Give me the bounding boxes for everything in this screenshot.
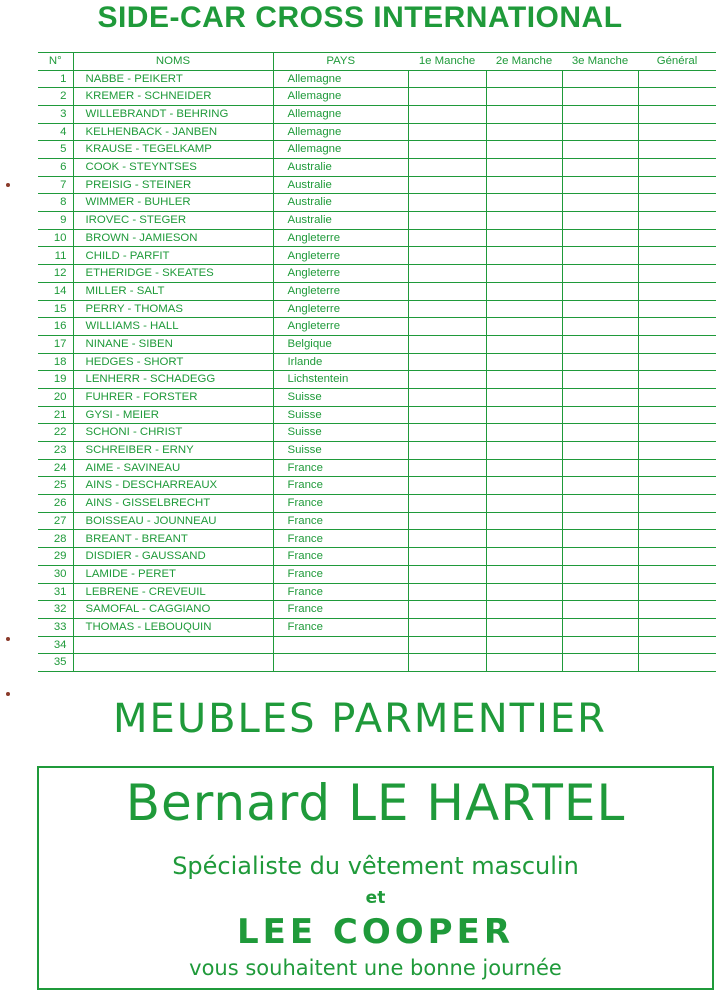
row-overall-cell [638, 512, 716, 530]
advertisement-box [37, 766, 714, 990]
row-run1-cell [408, 247, 486, 265]
row-run3-cell [562, 601, 638, 619]
row-names: PERRY - THOMAS [73, 300, 273, 318]
row-run3-cell [562, 194, 638, 212]
row-run3-cell [562, 512, 638, 530]
row-names: COOK - STEYNTSES [73, 159, 273, 177]
row-names: SCHONI - CHRIST [73, 424, 273, 442]
row-names: AINS - GISSELBRECHT [73, 495, 273, 513]
row-run2-cell [486, 353, 562, 371]
row-run3-cell [562, 495, 638, 513]
table-row [38, 654, 716, 672]
row-number: 11 [38, 247, 73, 265]
row-run1-cell [408, 300, 486, 318]
row-run2-cell [486, 618, 562, 636]
table-row [38, 335, 716, 353]
row-run1-cell [408, 618, 486, 636]
row-names: PREISIG - STEINER [73, 176, 273, 194]
table-row [38, 141, 716, 159]
punch-hole-mark [6, 637, 10, 641]
row-number: 1 [38, 70, 73, 88]
row-overall-cell [638, 618, 716, 636]
row-names: NINANE - SIBEN [73, 335, 273, 353]
row-country: Allemagne [273, 70, 408, 88]
row-number: 20 [38, 388, 73, 406]
row-run1-cell [408, 512, 486, 530]
row-run1-cell [408, 88, 486, 106]
row-overall-cell [638, 477, 716, 495]
row-run1-cell [408, 565, 486, 583]
row-run1-cell [408, 495, 486, 513]
row-country: Belgique [273, 335, 408, 353]
row-run1-cell [408, 601, 486, 619]
row-country: France [273, 601, 408, 619]
row-run3-cell [562, 159, 638, 177]
row-run2-cell [486, 70, 562, 88]
row-number: 34 [38, 636, 73, 654]
row-run3-cell [562, 318, 638, 336]
row-names: LENHERR - SCHADEGG [73, 371, 273, 389]
row-overall-cell [638, 371, 716, 389]
row-overall-cell [638, 176, 716, 194]
row-run3-cell [562, 123, 638, 141]
row-overall-cell [638, 123, 716, 141]
page-title: SIDE-CAR CROSS INTERNATIONAL [97, 1, 623, 34]
row-names: ETHERIDGE - SKEATES [73, 265, 273, 283]
row-run1-cell [408, 176, 486, 194]
row-number: 32 [38, 601, 73, 619]
table-row [38, 105, 716, 123]
row-run2-cell [486, 371, 562, 389]
row-names: GYSI - MEIER [73, 406, 273, 424]
row-run3-cell [562, 229, 638, 247]
row-overall-cell [638, 636, 716, 654]
row-overall-cell [638, 442, 716, 460]
brand-name: LEE COOPER [236, 912, 515, 952]
row-country: Suisse [273, 406, 408, 424]
table-row [38, 424, 716, 442]
row-overall-cell [638, 335, 716, 353]
row-country [273, 636, 408, 654]
row-overall-cell [638, 212, 716, 230]
row-names: BREANT - BREANT [73, 530, 273, 548]
row-run1-cell [408, 459, 486, 477]
row-run1-cell [408, 654, 486, 672]
row-run3-cell [562, 212, 638, 230]
row-run3-cell [562, 548, 638, 566]
header-run1: 1e Manche [408, 53, 486, 71]
row-number: 25 [38, 477, 73, 495]
row-run3-cell [562, 105, 638, 123]
row-run3-cell [562, 477, 638, 495]
row-overall-cell [638, 583, 716, 601]
row-names: SCHREIBER - ERNY [73, 442, 273, 460]
table-row [38, 353, 716, 371]
row-names: LAMIDE - PERET [73, 565, 273, 583]
row-run2-cell [486, 247, 562, 265]
row-country: France [273, 512, 408, 530]
row-names: SAMOFAL - CAGGIANO [73, 601, 273, 619]
row-run2-cell [486, 477, 562, 495]
row-number: 35 [38, 654, 73, 672]
row-run3-cell [562, 618, 638, 636]
row-country: Angleterre [273, 265, 408, 283]
header-names: NOMS [73, 53, 273, 71]
row-country: Suisse [273, 388, 408, 406]
row-names: WIMMER - BUHLER [73, 194, 273, 212]
row-country: Suisse [273, 424, 408, 442]
row-run3-cell [562, 247, 638, 265]
row-run3-cell [562, 70, 638, 88]
row-run1-cell [408, 388, 486, 406]
row-number: 31 [38, 583, 73, 601]
row-country: Australie [273, 212, 408, 230]
row-run3-cell [562, 459, 638, 477]
row-run1-cell [408, 212, 486, 230]
row-country: Allemagne [273, 105, 408, 123]
row-overall-cell [638, 424, 716, 442]
row-overall-cell [638, 194, 716, 212]
row-run1-cell [408, 194, 486, 212]
row-run2-cell [486, 212, 562, 230]
punch-hole-mark [6, 692, 10, 696]
row-country: Angleterre [273, 300, 408, 318]
row-run2-cell [486, 123, 562, 141]
row-overall-cell [638, 601, 716, 619]
row-number: 28 [38, 530, 73, 548]
row-run2-cell [486, 88, 562, 106]
row-number: 30 [38, 565, 73, 583]
row-run2-cell [486, 442, 562, 460]
row-run2-cell [486, 300, 562, 318]
row-run3-cell [562, 353, 638, 371]
row-number: 3 [38, 105, 73, 123]
row-names: KRAUSE - TEGELKAMP [73, 141, 273, 159]
row-overall-cell [638, 282, 716, 300]
row-number: 24 [38, 459, 73, 477]
table-row [38, 618, 716, 636]
row-run3-cell [562, 654, 638, 672]
row-run2-cell [486, 565, 562, 583]
row-number: 15 [38, 300, 73, 318]
row-run1-cell [408, 123, 486, 141]
row-number: 9 [38, 212, 73, 230]
row-run3-cell [562, 636, 638, 654]
table-row [38, 247, 716, 265]
row-number: 21 [38, 406, 73, 424]
row-run1-cell [408, 424, 486, 442]
row-run2-cell [486, 141, 562, 159]
row-run2-cell [486, 335, 562, 353]
table-row [38, 212, 716, 230]
row-run1-cell [408, 477, 486, 495]
row-overall-cell [638, 141, 716, 159]
results-table [38, 52, 716, 672]
row-country: Australie [273, 159, 408, 177]
row-country: France [273, 530, 408, 548]
table-row [38, 459, 716, 477]
row-run1-cell [408, 442, 486, 460]
table-row [38, 282, 716, 300]
row-number: 2 [38, 88, 73, 106]
row-run3-cell [562, 442, 638, 460]
row-overall-cell [638, 247, 716, 265]
table-row [38, 229, 716, 247]
row-names [73, 654, 273, 672]
row-number: 6 [38, 159, 73, 177]
row-names: AINS - DESCHARREAUX [73, 477, 273, 495]
table-row [38, 442, 716, 460]
row-country: France [273, 495, 408, 513]
row-country: Australie [273, 194, 408, 212]
row-country [273, 654, 408, 672]
row-overall-cell [638, 105, 716, 123]
header-num: N° [38, 53, 73, 71]
table-row [38, 583, 716, 601]
row-run3-cell [562, 176, 638, 194]
row-run2-cell [486, 176, 562, 194]
row-run2-cell [486, 601, 562, 619]
row-overall-cell [638, 548, 716, 566]
row-run2-cell [486, 654, 562, 672]
row-run3-cell [562, 388, 638, 406]
row-names: KREMER - SCHNEIDER [73, 88, 273, 106]
row-names: IROVEC - STEGER [73, 212, 273, 230]
row-run1-cell [408, 229, 486, 247]
row-run2-cell [486, 282, 562, 300]
row-run3-cell [562, 406, 638, 424]
row-run1-cell [408, 105, 486, 123]
row-names: WILLIAMS - HALL [73, 318, 273, 336]
row-country: France [273, 459, 408, 477]
row-country: Angleterre [273, 282, 408, 300]
row-run1-cell [408, 282, 486, 300]
row-run3-cell [562, 424, 638, 442]
row-overall-cell [638, 459, 716, 477]
table-row [38, 194, 716, 212]
row-number: 22 [38, 424, 73, 442]
row-number: 4 [38, 123, 73, 141]
table-row [38, 601, 716, 619]
header-run2: 2e Manche [486, 53, 562, 71]
table-row [38, 512, 716, 530]
row-overall-cell [638, 159, 716, 177]
row-country: France [273, 565, 408, 583]
row-country: Australie [273, 176, 408, 194]
row-run2-cell [486, 406, 562, 424]
table-row [38, 477, 716, 495]
table-row [38, 406, 716, 424]
table-row [38, 176, 716, 194]
row-run1-cell [408, 636, 486, 654]
row-overall-cell [638, 654, 716, 672]
row-run1-cell [408, 583, 486, 601]
row-run1-cell [408, 548, 486, 566]
row-names: LEBRENE - CREVEUIL [73, 583, 273, 601]
row-country: France [273, 477, 408, 495]
row-number: 10 [38, 229, 73, 247]
row-run2-cell [486, 583, 562, 601]
greeting-line: vous souhaitent une bonne journée [189, 956, 562, 980]
row-overall-cell [638, 530, 716, 548]
row-run2-cell [486, 530, 562, 548]
row-number: 26 [38, 495, 73, 513]
row-names [73, 636, 273, 654]
row-overall-cell [638, 565, 716, 583]
table-row [38, 565, 716, 583]
row-number: 23 [38, 442, 73, 460]
row-overall-cell [638, 495, 716, 513]
row-run2-cell [486, 495, 562, 513]
row-names: BROWN - JAMIESON [73, 229, 273, 247]
shop-specialty: Spécialiste du vêtement masculin [172, 852, 579, 880]
row-number: 19 [38, 371, 73, 389]
row-names: THOMAS - LEBOUQUIN [73, 618, 273, 636]
table-row [38, 300, 716, 318]
row-run3-cell [562, 300, 638, 318]
row-names: FUHRER - FORSTER [73, 388, 273, 406]
table-row [38, 530, 716, 548]
row-run3-cell [562, 565, 638, 583]
row-run3-cell [562, 583, 638, 601]
table-row [38, 318, 716, 336]
conjunction: et [365, 888, 386, 908]
row-run1-cell [408, 318, 486, 336]
header-run3: 3e Manche [562, 53, 638, 71]
row-overall-cell [638, 388, 716, 406]
row-number: 12 [38, 265, 73, 283]
row-run2-cell [486, 459, 562, 477]
row-run2-cell [486, 512, 562, 530]
row-run3-cell [562, 371, 638, 389]
row-number: 18 [38, 353, 73, 371]
row-number: 5 [38, 141, 73, 159]
row-number: 16 [38, 318, 73, 336]
row-overall-cell [638, 265, 716, 283]
row-names: CHILD - PARFIT [73, 247, 273, 265]
row-number: 7 [38, 176, 73, 194]
table-row [38, 388, 716, 406]
row-overall-cell [638, 300, 716, 318]
row-country: Irlande [273, 353, 408, 371]
table-row [38, 159, 716, 177]
row-number: 14 [38, 282, 73, 300]
row-names: NABBE - PEIKERT [73, 70, 273, 88]
row-country: Angleterre [273, 318, 408, 336]
table-row [38, 548, 716, 566]
table-row [38, 88, 716, 106]
row-run2-cell [486, 318, 562, 336]
row-names: KELHENBACK - JANBEN [73, 123, 273, 141]
row-names: WILLEBRANDT - BEHRING [73, 105, 273, 123]
shop-owner-name: Bernard LE HARTEL [125, 774, 626, 832]
row-names: MILLER - SALT [73, 282, 273, 300]
row-run3-cell [562, 335, 638, 353]
table-body [38, 70, 716, 671]
row-run1-cell [408, 70, 486, 88]
row-names: HEDGES - SHORT [73, 353, 273, 371]
row-overall-cell [638, 318, 716, 336]
row-run1-cell [408, 335, 486, 353]
row-overall-cell [638, 353, 716, 371]
row-number: 29 [38, 548, 73, 566]
row-run2-cell [486, 388, 562, 406]
table-header-row [38, 53, 716, 71]
punch-hole-mark [6, 183, 10, 187]
row-names: DISDIER - GAUSSAND [73, 548, 273, 566]
row-names: BOISSEAU - JOUNNEAU [73, 512, 273, 530]
row-run2-cell [486, 159, 562, 177]
row-run1-cell [408, 406, 486, 424]
row-country: France [273, 583, 408, 601]
row-country: Angleterre [273, 247, 408, 265]
table-row [38, 371, 716, 389]
row-country: Allemagne [273, 123, 408, 141]
row-run2-cell [486, 229, 562, 247]
row-run2-cell [486, 265, 562, 283]
row-overall-cell [638, 88, 716, 106]
table-row [38, 495, 716, 513]
row-run2-cell [486, 105, 562, 123]
row-country: Lichstentein [273, 371, 408, 389]
row-run1-cell [408, 159, 486, 177]
header-country: PAYS [273, 53, 408, 71]
row-country: Allemagne [273, 141, 408, 159]
row-overall-cell [638, 70, 716, 88]
row-run3-cell [562, 265, 638, 283]
row-run3-cell [562, 141, 638, 159]
row-number: 8 [38, 194, 73, 212]
row-run2-cell [486, 194, 562, 212]
sponsor-banner: MEUBLES PARMENTIER [113, 696, 607, 742]
table-row [38, 123, 716, 141]
row-country: Allemagne [273, 88, 408, 106]
row-run1-cell [408, 530, 486, 548]
table-row [38, 265, 716, 283]
row-run1-cell [408, 371, 486, 389]
row-names: AIME - SAVINEAU [73, 459, 273, 477]
row-overall-cell [638, 229, 716, 247]
row-country: Angleterre [273, 229, 408, 247]
row-run3-cell [562, 88, 638, 106]
row-country: France [273, 548, 408, 566]
row-run2-cell [486, 424, 562, 442]
row-country: Suisse [273, 442, 408, 460]
header-overall: Général [638, 53, 716, 71]
table-row [38, 70, 716, 88]
row-run3-cell [562, 282, 638, 300]
row-run1-cell [408, 141, 486, 159]
row-number: 27 [38, 512, 73, 530]
row-run3-cell [562, 530, 638, 548]
row-run1-cell [408, 265, 486, 283]
row-run2-cell [486, 636, 562, 654]
row-run1-cell [408, 353, 486, 371]
table-row [38, 636, 716, 654]
row-number: 33 [38, 618, 73, 636]
row-country: France [273, 618, 408, 636]
row-overall-cell [638, 406, 716, 424]
row-run2-cell [486, 548, 562, 566]
row-number: 17 [38, 335, 73, 353]
